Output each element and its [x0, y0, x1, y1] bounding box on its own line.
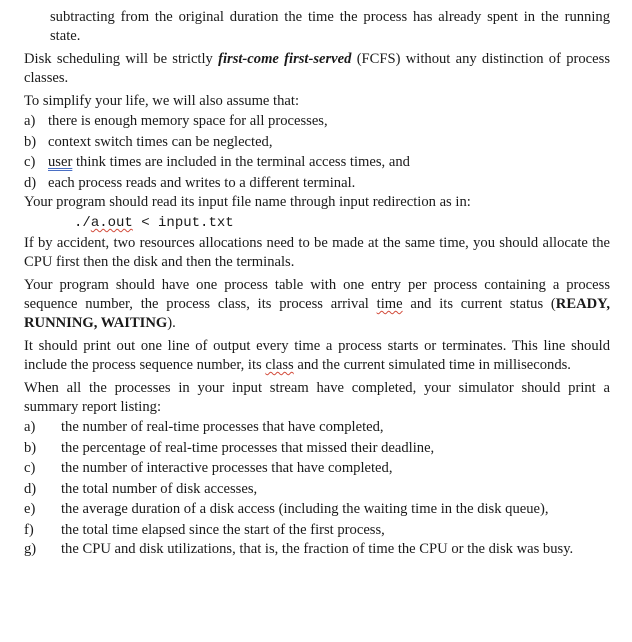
list-item [24, 438, 610, 459]
list-text: the number of real-time processes that have completed, [61, 419, 384, 435]
list-marker: g) [24, 541, 37, 557]
list-item [24, 132, 610, 153]
command-prefix: ./ [74, 215, 91, 231]
list-marker: c) [24, 154, 36, 170]
list-item [24, 111, 610, 132]
list-text: the average duration of a disk access (including the waiting time in the disk queue), [61, 501, 549, 517]
list-marker: d) [24, 174, 37, 191]
list-text [48, 152, 610, 173]
output-paragraph [24, 337, 610, 375]
input-redirection-paragraph: Your program should read its input file name through input redirection as in: [24, 194, 471, 210]
list-text: the percentage of real-time processes that missed their deadline, [61, 439, 435, 456]
table-text-a: Your program should have one process table with one entry per process containing a process sequence number, the process class, its process arrival [24, 277, 610, 312]
list-text: context switch times can be neglected, [48, 133, 273, 150]
list-marker: e) [24, 501, 36, 517]
process-table-paragraph [24, 276, 610, 333]
list-text: the total time elapsed since the start of the first process, [61, 521, 385, 538]
list-text: each process reads and writes to a different terminal. [48, 174, 356, 191]
list-text: the number of interactive processes that have completed, [61, 460, 393, 476]
list-text: the CPU and disk utilizations, that is, the fraction of time the CPU or the disk was busy. [61, 541, 574, 557]
list-text: there is enough memory space for all processes, [48, 113, 328, 129]
disk-text-a: Disk scheduling will be strictly [24, 51, 219, 67]
list-item [24, 520, 610, 541]
fcfs-emphasis: first-come first-served [218, 51, 352, 67]
list-marker: a) [24, 419, 36, 435]
list-text: the total number of disk accesses, [61, 480, 258, 497]
document-body [24, 8, 610, 558]
list-marker: b) [24, 439, 37, 456]
list-marker: a) [24, 113, 36, 129]
assumptions-list [24, 111, 610, 193]
status-list: READY, RUNNING, WAITING [24, 296, 610, 331]
list-item-last [24, 540, 610, 558]
list-item [24, 173, 610, 194]
assumptions-intro: To simplify your life, we will also assume that: [24, 93, 300, 109]
disk-text-b: (FCFS) without any distinction of process classes. [24, 51, 610, 86]
grammar-flagged-word: user [48, 154, 73, 170]
spell-flagged-executable: a.out [90, 215, 133, 231]
continuation-paragraph: subtracting from the original duration the time the process has already spent in the running state. [50, 9, 610, 44]
list-item [24, 479, 610, 500]
list-marker: f) [24, 521, 34, 538]
spell-flagged-class: class [265, 357, 294, 373]
output-text-a: It should print out one line of output every time a process starts or terminates. This line should include the process sequence number, its [24, 338, 610, 373]
table-text-b: and its current status ( [402, 296, 556, 312]
list-item [24, 458, 610, 479]
list-item [24, 499, 610, 520]
output-text-b: and the current simulated time in milliseconds. [293, 357, 571, 373]
summary-intro-paragraph: When all the processes in your input stream have completed, your simulator should print a summary report listing: [24, 380, 610, 415]
disk-scheduling-paragraph [24, 50, 610, 88]
list-item [24, 417, 610, 438]
list-marker: c) [24, 460, 36, 476]
allocation-paragraph: If by accident, two resources allocations need to be made at the same time, you should allocate the CPU first then the disk and then the terminals. [24, 235, 610, 270]
table-text-c: ). [167, 315, 176, 331]
list-marker: b) [24, 133, 37, 150]
command-line [24, 212, 610, 234]
list-text-rest: think times are included in the terminal access times, and [72, 154, 410, 170]
spell-flagged-time: time [376, 296, 403, 312]
report-list [24, 417, 610, 558]
list-item [24, 152, 610, 173]
list-marker: d) [24, 480, 37, 497]
command-suffix: < input.txt [132, 215, 234, 231]
